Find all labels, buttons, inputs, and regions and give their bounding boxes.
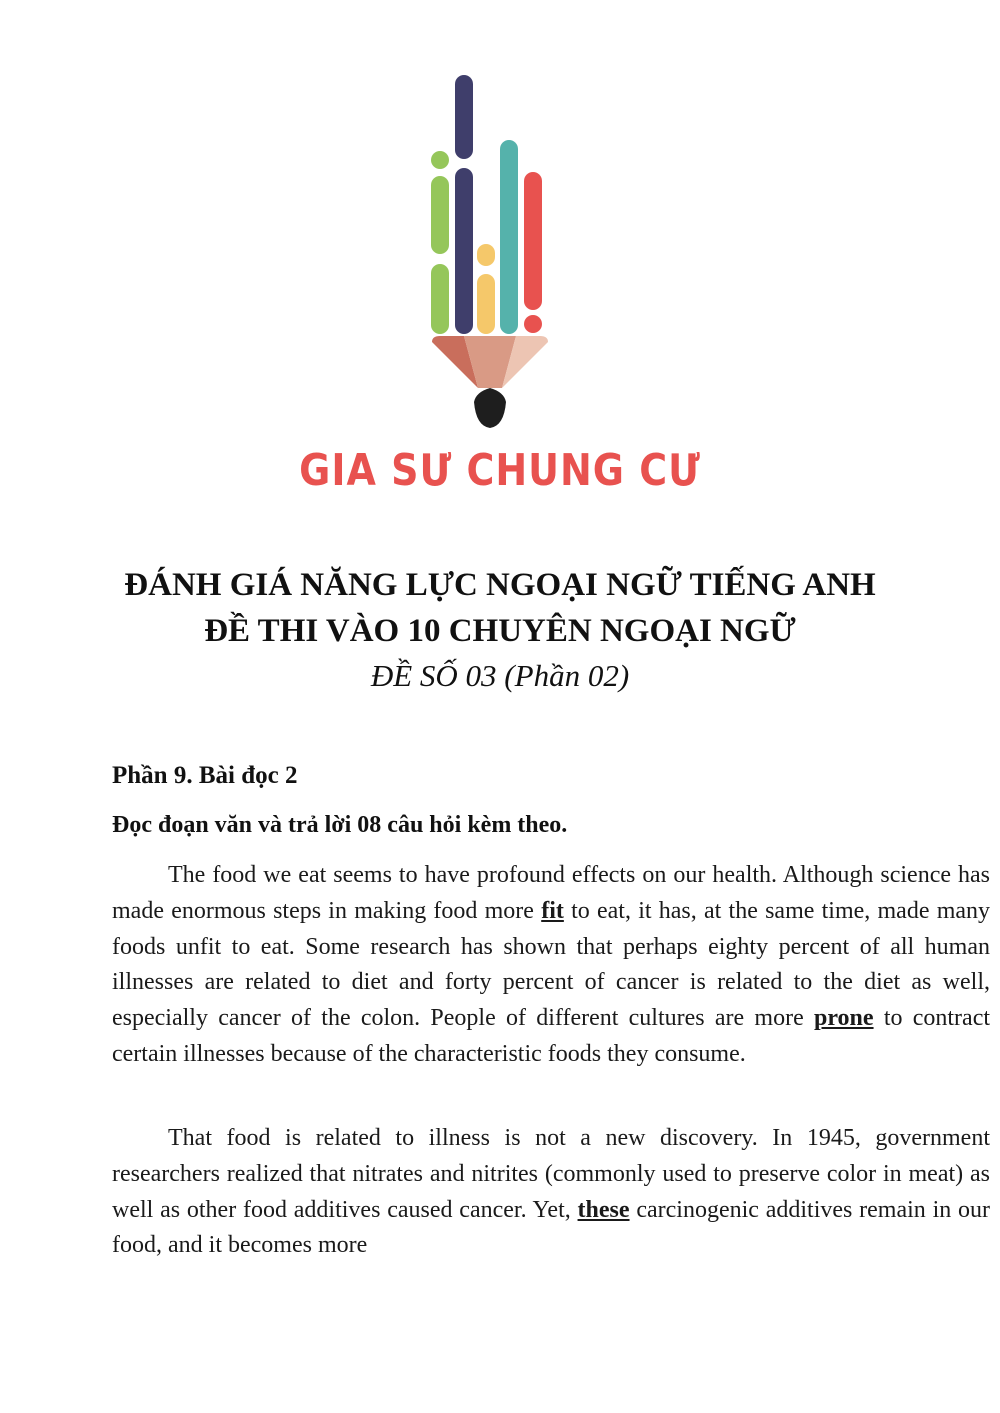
green-bar-lower xyxy=(431,264,449,334)
yellow-bar-lower xyxy=(477,274,495,334)
passage-paragraph-2 xyxy=(112,1121,990,1264)
passage-paragraph-1 xyxy=(112,858,990,1073)
green-bar-upper xyxy=(431,176,449,254)
section-heading: Phần 9. Bài đọc 2 xyxy=(112,762,298,789)
pencil-lead xyxy=(474,388,506,428)
document-header xyxy=(0,562,1000,698)
navy-bar-lower xyxy=(455,168,473,334)
exam-subtitle: ĐỀ SỐ 03 (Phần 02) xyxy=(370,658,630,693)
teal-bar xyxy=(500,140,518,334)
navy-bar-upper xyxy=(455,75,473,159)
brand-logo xyxy=(420,70,560,430)
p1-text-b: to eat, it has, at the same time, made many foods unfit to eat. Some research has shown that perhaps eighty percent of all human illnesses are related to diet and forty percent of cancer is related to the diet as well, especially cancer of the colon. People of different cultures are more xyxy=(112,897,991,1032)
title-line-2: ĐỀ THI VÀO 10 CHUYÊN NGOẠI NGỮ xyxy=(204,613,796,649)
brand-name: GIA SƯ CHUNG CƯ xyxy=(299,444,701,496)
red-bar xyxy=(524,172,542,310)
keyword-these: these xyxy=(577,1196,630,1223)
p1-text-c: to contract certain illnesses because of the characteristic foods they consume. xyxy=(112,1005,991,1067)
p2-text-b: carcinogenic additives remain in our food, and it becomes more xyxy=(112,1196,991,1259)
pencil-bars-logo xyxy=(420,70,560,430)
keyword-fit: fit xyxy=(541,897,564,924)
green-dot xyxy=(431,151,449,169)
p1-text-a: The food we eat seems to have profound effects on our health. Although science has made enormous steps in making food more xyxy=(112,862,990,924)
title-line-1: ĐÁNH GIÁ NĂNG LỰC NGOẠI NGỮ TIẾNG ANH xyxy=(124,567,876,603)
keyword-prone: prone xyxy=(813,1005,874,1032)
red-dot xyxy=(524,315,542,333)
section-instruction: Đọc đoạn văn và trả lời 08 câu hỏi kèm theo. xyxy=(112,812,568,838)
p2-text-a: That food is related to illness is not a new discovery. In 1945, government researchers realized that nitrates and nitrites (commonly used to preserve color in meat) as well as other food additives caused cancer. Yet, xyxy=(112,1125,990,1223)
yellow-bar-upper xyxy=(477,244,495,266)
